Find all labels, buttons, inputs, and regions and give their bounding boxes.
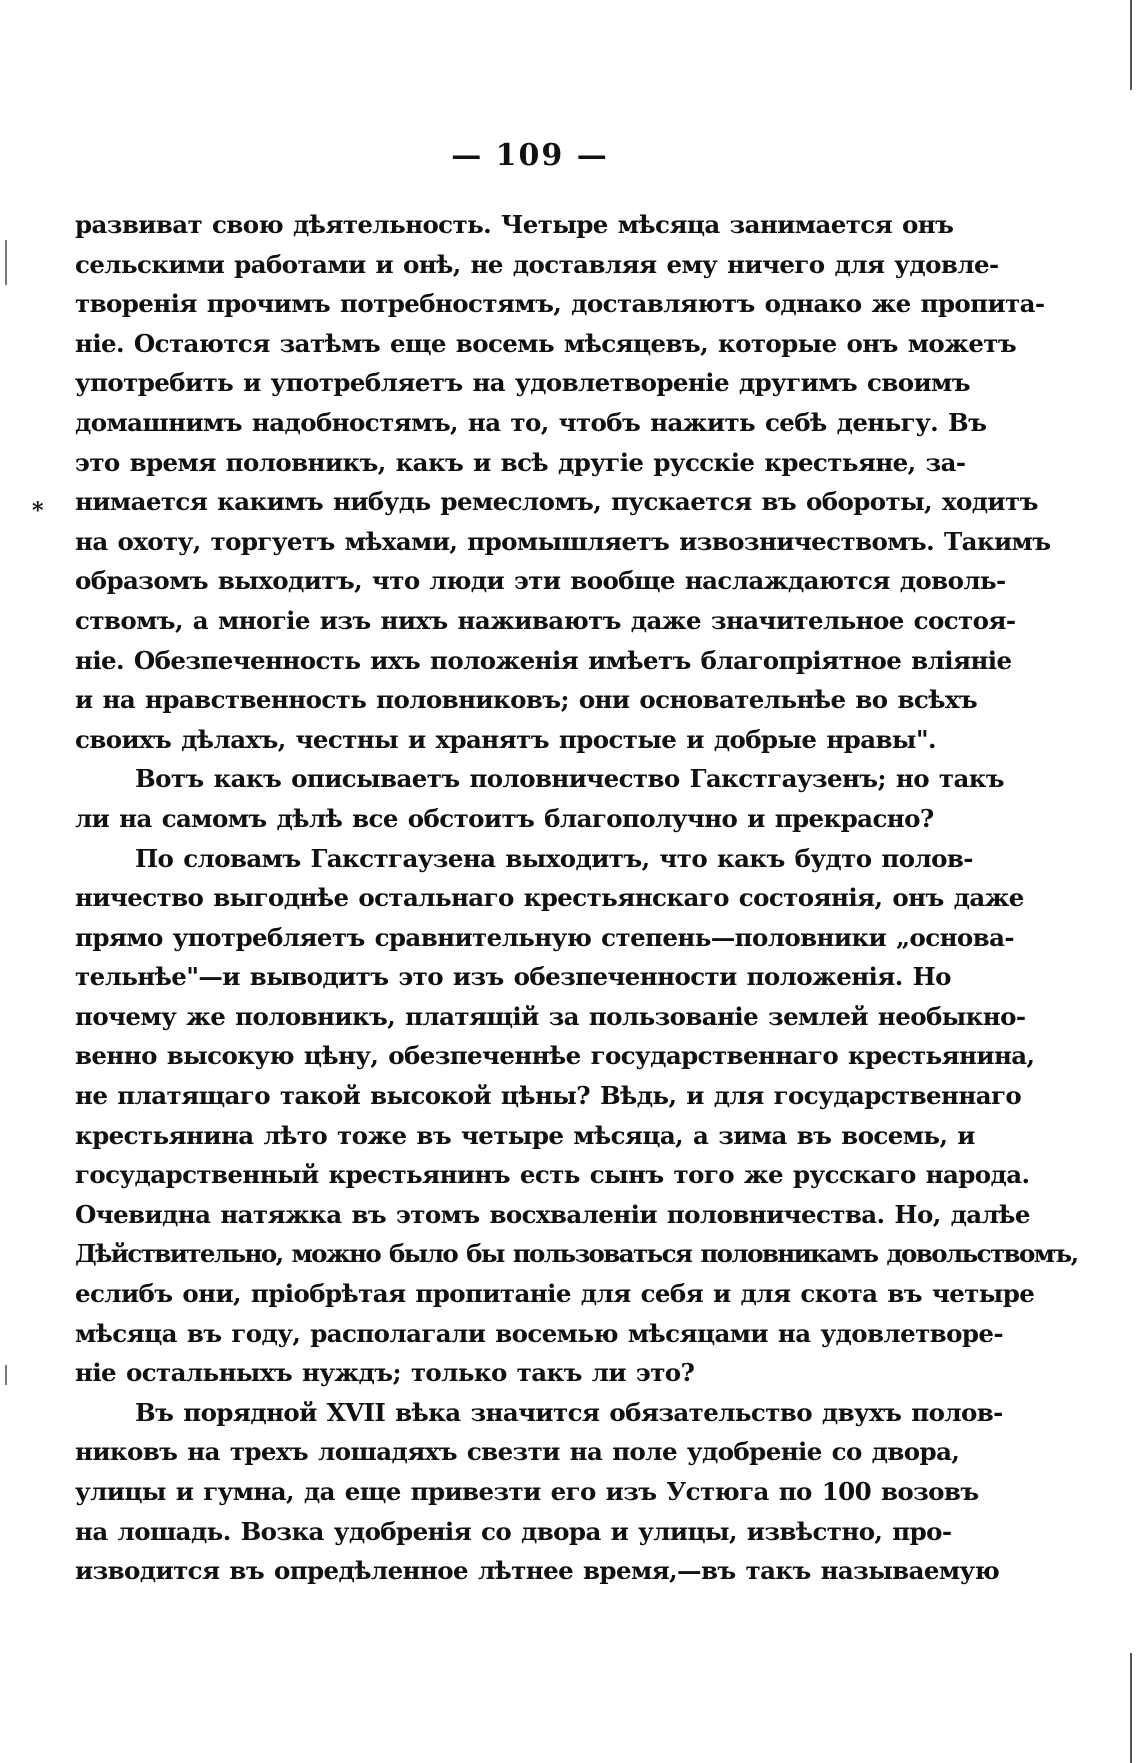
text-line: Вотъ какъ описываетъ половничество Гакстгаузенъ; но такъ (135, 764, 1005, 794)
paragraph (75, 759, 1005, 838)
scan-edge-line (5, 1365, 7, 1385)
scan-edge-line (5, 240, 7, 285)
text-line: Очевидна натяжка въ этомъ восхваленіи половничества. Но, далѣе (75, 1199, 1030, 1229)
text-line: государственный крестьянинъ есть сынъ того же русскаго народа. (75, 1160, 1030, 1190)
text-line: своихъ дѣлахъ, честны и хранятъ простые и добрые нравы". (75, 724, 936, 754)
text-line: прямо употребляетъ сравнительную степень—половники „основа- (75, 922, 1014, 952)
text-line: Въ порядной XVII вѣка значится обязательство двухъ полов- (135, 1397, 1003, 1427)
scan-edge-line (1130, 1653, 1132, 1763)
text-line: ніе. Обезпеченность ихъ положенія имѣетъ благопріятное вліяніе (75, 645, 1012, 675)
text-line: тельнѣе"—и выводитъ это изъ обезпеченности положенія. Но (75, 962, 951, 992)
text-line: и на нравственность половниковъ; они основательнѣе во всѣхъ (75, 685, 978, 715)
paragraph (75, 205, 1051, 759)
text-line: образомъ выходитъ, что люди эти вообще наслаждаются доволь- (75, 566, 1006, 596)
text-line: никовъ на трехъ лошадяхъ свезти на поле удобреніе со двора, (75, 1437, 960, 1467)
text-line: крестьянина лѣто тоже въ четыре мѣсяца, а зима въ восемь, и (75, 1120, 975, 1150)
text-line: употребить и употребляетъ на удовлетвореніе другимъ своимъ (75, 368, 970, 398)
text-line: ніе. Остаются затѣмъ еще восемь мѣсяцевъ, которые онъ можетъ (75, 328, 1017, 358)
paragraph (75, 1393, 1003, 1591)
text-line: на охоту, торгуетъ мѣхами, промышляетъ извозничествомъ. Такимъ (75, 526, 1051, 556)
margin-mark: * (32, 498, 44, 524)
text-line: По словамъ Гакстгаузена выходитъ, что какъ будто полов- (135, 843, 973, 873)
scan-edge-line (1130, 0, 1132, 90)
text-line: сельскими работами и онѣ, не доставляя ему ничего для удовле- (75, 249, 999, 279)
text-line: ствомъ, а многіе изъ нихъ наживаютъ даже значительное состоя- (75, 605, 1016, 635)
text-line: творенія прочимъ потребностямъ, доставляютъ однако же пропита- (75, 289, 1045, 319)
text-line: венно высокую цѣну, обезпеченнѣе государственнаго крестьянина, (75, 1041, 1035, 1071)
text-line: Дѣйствительно, можно было бы пользоваться половникамъ довольствомъ, (75, 1239, 1078, 1269)
text-line: не платящаго такой высокой цѣны? Вѣдь, и для государственнаго (75, 1081, 1022, 1111)
text-line: домашнимъ надобностямъ, на то, чтобъ нажить себѣ деньгу. Въ (75, 407, 987, 437)
text-line: это время половникъ, какъ и всѣ другіе русскіе крестьяне, за- (75, 447, 966, 477)
text-line: ли на самомъ дѣлѣ все обстоитъ благополучно и прекрасно? (75, 803, 934, 833)
text-line: нимается какимъ нибудь ремесломъ, пускается въ обороты, ходитъ (75, 487, 1038, 517)
text-line: ніе остальныхъ нуждъ; только такъ ли это? (75, 1358, 695, 1388)
body-text (75, 205, 1078, 1591)
text-line: развиват свою дѣятельность. Четыре мѣсяца занимается онъ (75, 210, 954, 239)
text-line: ничество выгоднѣе остальнаго крестьянскаго состоянія, онъ даже (75, 883, 1024, 913)
text-line: улицы и гумна, да еще привезти его изъ Устюга по 100 возовъ (75, 1477, 979, 1506)
text-line: изводится въ опредѣленное лѣтнее время,—въ такъ называемую (75, 1556, 1000, 1586)
text-line: на лошадь. Возка удобренія со двора и улицы, извѣстно, про- (75, 1516, 952, 1546)
text-line: мѣсяца въ году, располагали восемью мѣсяцами на удовлетворе- (75, 1318, 1003, 1348)
page-number: — 109 — (451, 138, 609, 173)
text-line: еслибъ они, пріобрѣтая пропитаніе для себя и для скота въ четыре (75, 1279, 1035, 1309)
paragraph (75, 839, 1078, 1393)
text-line: почему же половникъ, платящій за пользованіе землей необыкно- (75, 1001, 1026, 1031)
